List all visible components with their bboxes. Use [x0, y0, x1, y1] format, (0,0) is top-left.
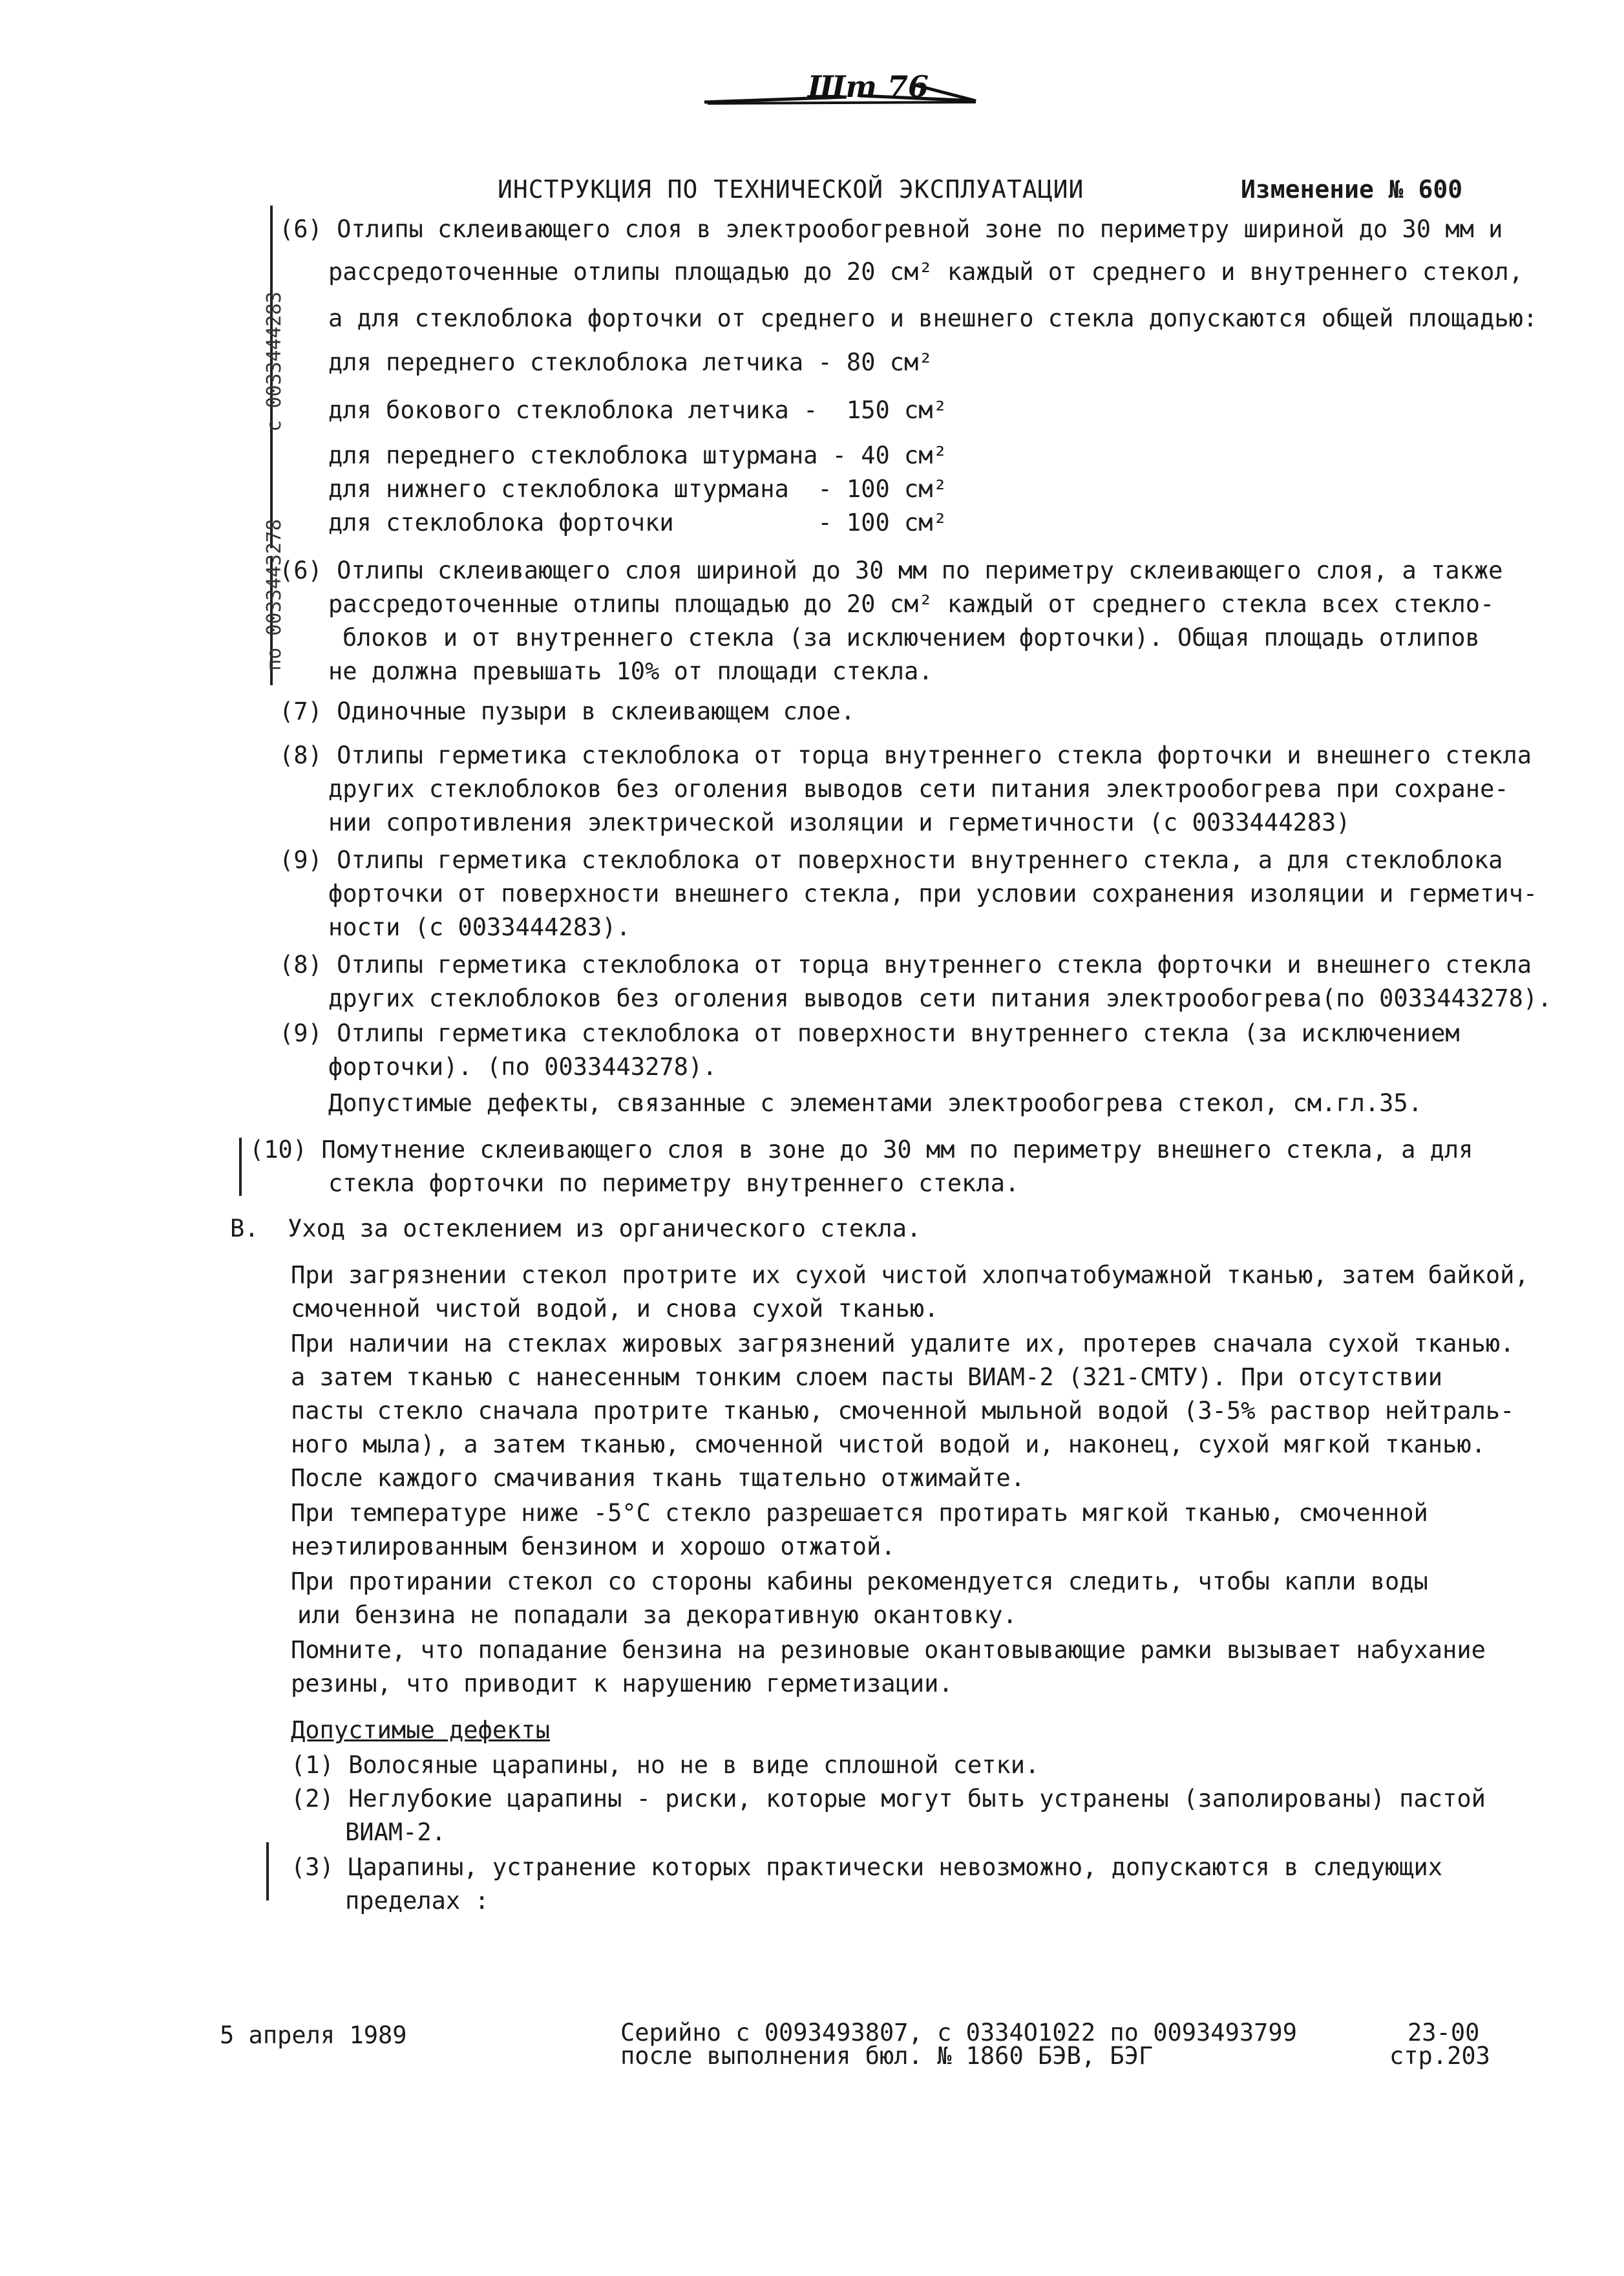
item-9a: форточки от поверхности внешнего стекла, при условии сохранения изоляции и герметич-	[328, 880, 1538, 908]
stamp-text: Шт 76	[808, 69, 929, 104]
margin-range-to	[240, 519, 308, 718]
block1-line: рассредоточенные отлипы площадью до 20 см² каждый от среднего и внутреннего стекол,	[328, 258, 1523, 286]
paragraph-line: При наличии на стеклах жировых загрязнений удалите их, протерев сначала сухой тканью.	[291, 1330, 1515, 1357]
item-8b: (8) Отлипы герметика стеклоблока от торца внутреннего стекла форточки и внешнего стекла	[279, 951, 1532, 979]
cross-reference-note: Допустимые дефекты, связанные с элементами электрообогрева стекол, см.гл.35.	[328, 1089, 1422, 1117]
item-8a: других стеклоблоков без оголения выводов сети питания электрообогрева при сохране-	[328, 775, 1509, 803]
paragraph-line: пасты стекло сначала протрите тканью, смоченной мыльной водой (3-5% раствор нейтраль-	[291, 1397, 1515, 1425]
block1-line: для переднего стеклоблока летчика - 80 см²	[328, 348, 933, 376]
item-10: (10) Помутнение склеивающего слоя в зоне до 30 мм по периметру внешнего стекла, а для	[249, 1136, 1473, 1164]
item-9a: (9) Отлипы герметика стеклоблока от поверхности внутреннего стекла, а для стеклоблока	[279, 846, 1503, 874]
paragraph-line: При протирании стекол со стороны кабины рекомендуется следить, чтобы капли воды	[291, 1568, 1428, 1595]
block1-line: (6) Отлипы склеивающего слоя в электрообогревной зоне по периметру шириной до 30 мм и	[279, 215, 1503, 243]
item-8b: других стеклоблоков без оголения выводов сети питания электрообогрева(по 0033443278).	[328, 984, 1552, 1012]
item-9b: (9) Отлипы герметика стеклоблока от поверхности внутреннего стекла (за исключением	[279, 1019, 1460, 1047]
block1-line: а для стеклоблока форточки от среднего и внешнего стекла допускаются общей площадью:	[328, 304, 1538, 332]
change-bar	[266, 1842, 269, 1900]
defects-title: Допустимые дефекты	[291, 1716, 550, 1744]
margin-range-prefix: по	[263, 647, 286, 671]
block1-line: для нижнего стеклоблока штурмана - 100 см²	[328, 475, 947, 503]
block1-line: для переднего стеклоблока штурмана - 40 см²	[328, 441, 947, 469]
paragraph-line: Помните, что попадание бензина на резиновые окантовывающие рамки вызывает набухание	[291, 1636, 1486, 1664]
change-number: Изменение № 600	[1241, 175, 1463, 204]
block1-line: для бокового стеклоблока летчика - 150 см²	[328, 396, 947, 424]
item-9a: ности (с 0033444283).	[328, 913, 631, 941]
item-9b: форточки). (по 0033443278).	[328, 1053, 717, 1081]
handwritten-stamp	[698, 65, 982, 110]
block2-line: не должна превышать 10% от площади стекла.	[328, 657, 933, 685]
section-heading: В. Уход за остеклением из органического стекла.	[230, 1215, 922, 1242]
margin-range-text: с 0033444283	[263, 292, 286, 432]
paragraph-line: неэтилированным бензином и хорошо отжатой.	[291, 1533, 896, 1560]
paragraph-line: ного мыла), а затем тканью, смоченной чистой водой и, наконец, сухой мягкой тканью.	[291, 1430, 1486, 1458]
defect-item: пределах :	[345, 1887, 489, 1915]
defect-item: (3) Царапины, устранение которых практически невозможно, допускаются в следующих	[291, 1853, 1443, 1881]
block2-line: рассредоточенные отлипы площадью до 20 см² каждый от среднего стекла всех стекло-	[328, 590, 1495, 618]
page-title: ИНСТРУКЦИЯ ПО ТЕХНИЧЕСКОЙ ЭКСПЛУАТАЦИИ	[498, 175, 1084, 204]
margin-range-from	[240, 292, 308, 478]
paragraph-line: резины, что приводит к нарушению герметизации.	[291, 1670, 953, 1697]
item-8a: нии сопротивления электрической изоляции и герметичности (с 0033444283)	[328, 809, 1351, 836]
footer-bulletin: после выполнения бюл. № 1860 БЭВ, БЭГ	[620, 2042, 1154, 2070]
defect-item: (1) Волосяные царапины, но не в виде сплошной сетки.	[291, 1751, 1040, 1779]
change-bar	[239, 1138, 242, 1196]
paragraph-line: При температуре ниже -5°С стекло разрешается протирать мягкой тканью, смоченной	[291, 1499, 1428, 1527]
paragraph-line: или бензина не попадали за декоративную окантовку.	[297, 1601, 1017, 1629]
block1-line: для стеклоблока форточки - 100 см²	[328, 509, 947, 537]
item-10: стекла форточки по периметру внутреннего стекла.	[328, 1169, 1020, 1197]
block2-line: блоков и от внутреннего стекла (за исключением форточки). Общая площадь отлипов	[343, 624, 1480, 652]
footer-chapter: 23-00	[1408, 2019, 1480, 2047]
footer-page-number: стр.203	[1389, 2042, 1490, 2070]
paragraph-line: При загрязнении стекол протрите их сухой чистой хлопчатобумажной тканью, затем байкой,	[291, 1261, 1529, 1289]
paragraph-line: смоченной чистой водой, и снова сухой тканью.	[291, 1295, 939, 1323]
footer-serial: Серийно с 0093493807, с 0334О1022 по 0093493799	[620, 2019, 1297, 2047]
paragraph-line: После каждого смачивания ткань тщательно отжимайте.	[291, 1464, 1026, 1492]
defect-item: ВИАМ-2.	[345, 1818, 446, 1846]
footer-date: 5 апреля 1989	[220, 2021, 407, 2049]
item-7: (7) Одиночные пузыри в склеивающем слое.	[279, 697, 856, 725]
item-8a: (8) Отлипы герметика стеклоблока от торца внутреннего стекла форточки и внешнего стекла	[279, 741, 1532, 769]
paragraph-line: а затем тканью с нанесенным тонким слоем пасты ВИАМ-2 (321-СМТУ). При отсутствии	[291, 1363, 1443, 1391]
block2-line: (6) Отлипы склеивающего слоя шириной до 30 мм по периметру склеивающего слоя, а также	[279, 557, 1503, 584]
margin-range-text: 0033443278	[263, 518, 286, 636]
defect-item: (2) Неглубокие царапины - риски, которые могут быть устранены (заполированы) пастой	[291, 1785, 1486, 1813]
